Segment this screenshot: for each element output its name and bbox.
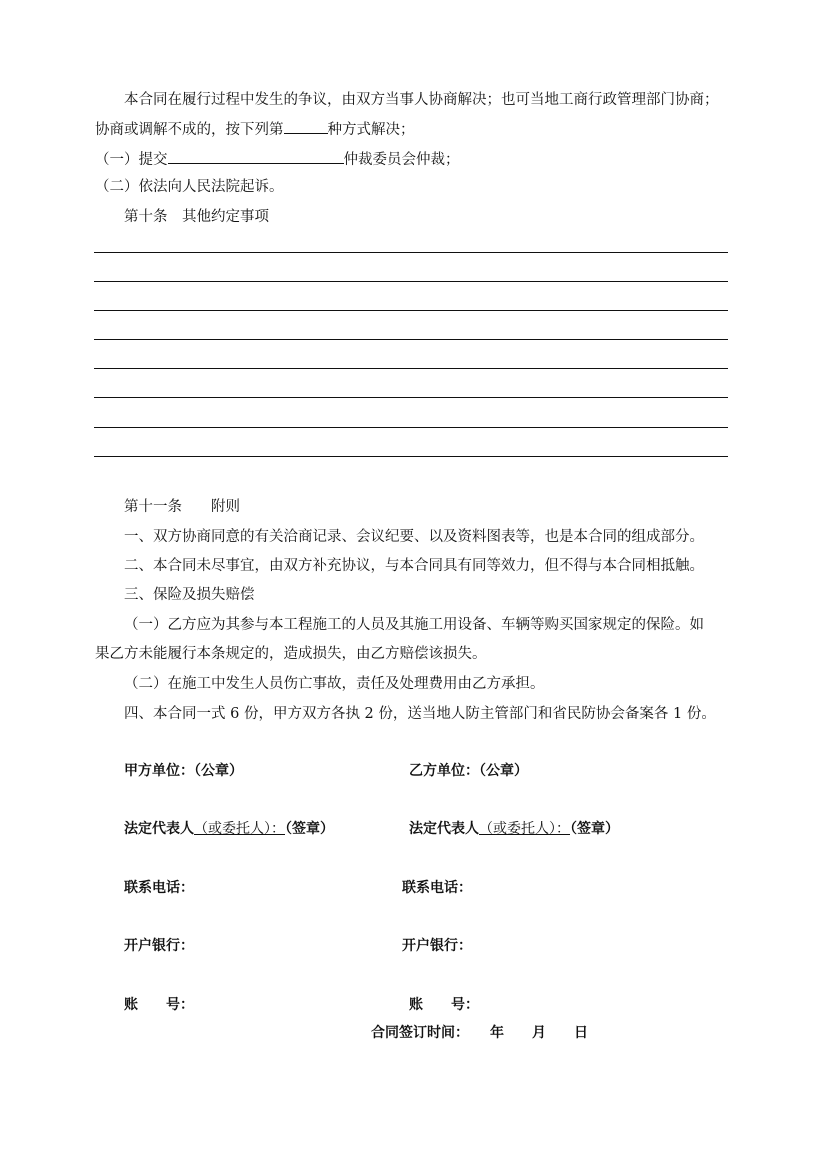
dispute-option2: （二）依法向人民法院起诉。 <box>95 179 284 195</box>
article11-heading: 第十一条 附则 <box>124 499 240 515</box>
party-b-account: 账 号： <box>409 997 479 1013</box>
party-b-rep-seal: （签章） <box>570 821 619 837</box>
other-terms-line-8[interactable] <box>94 456 728 457</box>
party-a-unit: 甲方单位：（公章） <box>124 763 243 779</box>
article11-item3b: （二）在施工中发生人员伤亡事故，责任及处理费用由乙方承担。 <box>124 676 545 692</box>
party-b-rep-label: 法定代表人 <box>409 821 479 837</box>
article11-item1: 一、双方协商同意的有关洽商记录、会议纪要、以及资料图表等，也是本合同的组成部分。 <box>124 529 704 545</box>
other-terms-line-6[interactable] <box>94 397 728 398</box>
other-terms-line-4[interactable] <box>94 339 728 340</box>
article11-item3a-line2: 果乙方未能履行本条规定的，造成损失，由乙方赔偿该损失。 <box>95 646 487 662</box>
article11-item2: 二、本合同未尽事宜，由双方补充协议，与本合同具有同等效力，但不得与本合同相抵触。 <box>124 558 704 574</box>
party-a-rep-seal: （签章） <box>285 821 334 837</box>
article11-item3: 三、保险及损失赔偿 <box>124 587 255 603</box>
signing-date: 合同签订时间： 年 月 日 <box>371 1025 588 1041</box>
party-a-bank: 开户银行： <box>124 938 194 954</box>
party-a-representative <box>124 819 334 839</box>
party-b-rep-paren: （或委托人）： <box>479 821 570 837</box>
arbitration-commission-blank[interactable] <box>168 148 344 164</box>
party-b-representative <box>409 819 619 839</box>
other-terms-line-3[interactable] <box>94 310 728 311</box>
article10-heading: 第十条 其他约定事项 <box>124 209 269 225</box>
party-b-phone: 联系电话： <box>402 880 472 896</box>
article11-item3a-line1: （一）乙方应为其参与本工程施工的人员及其施工用设备、车辆等购买国家规定的保险。如 <box>124 617 704 633</box>
party-a-rep-label: 法定代表人 <box>124 821 194 837</box>
other-terms-line-7[interactable] <box>94 427 728 428</box>
other-terms-line-1[interactable] <box>94 252 728 253</box>
party-b-unit: 乙方单位：（公章） <box>409 763 528 779</box>
party-b-bank: 开户银行： <box>402 938 472 954</box>
article11-item4: 四、本合同一式 6 份，甲方双方各执 2 份，送当地人防主管部门和省民防协会备案各 1 份。 <box>124 706 716 722</box>
dispute-line1: 本合同在履行过程中发生的争议，由双方当事人协商解决；也可当地工商行政管理部门协商； <box>124 92 719 108</box>
option1-post: 仲裁委员会仲裁； <box>343 152 460 168</box>
dispute-option1 <box>95 148 460 170</box>
party-a-phone: 联系电话： <box>124 880 194 896</box>
party-a-account: 账 号： <box>124 997 194 1013</box>
option1-pre: （一）提交 <box>95 152 168 168</box>
dispute-line2-post: 种方式解决； <box>327 122 415 138</box>
dispute-line2-pre: 协商或调解不成的，按下列第 <box>95 122 284 138</box>
party-a-rep-paren: （或委托人）： <box>194 821 285 837</box>
other-terms-line-5[interactable] <box>94 368 728 369</box>
other-terms-line-2[interactable] <box>94 281 728 282</box>
method-number-blank[interactable] <box>284 118 328 134</box>
dispute-line2 <box>95 118 415 140</box>
